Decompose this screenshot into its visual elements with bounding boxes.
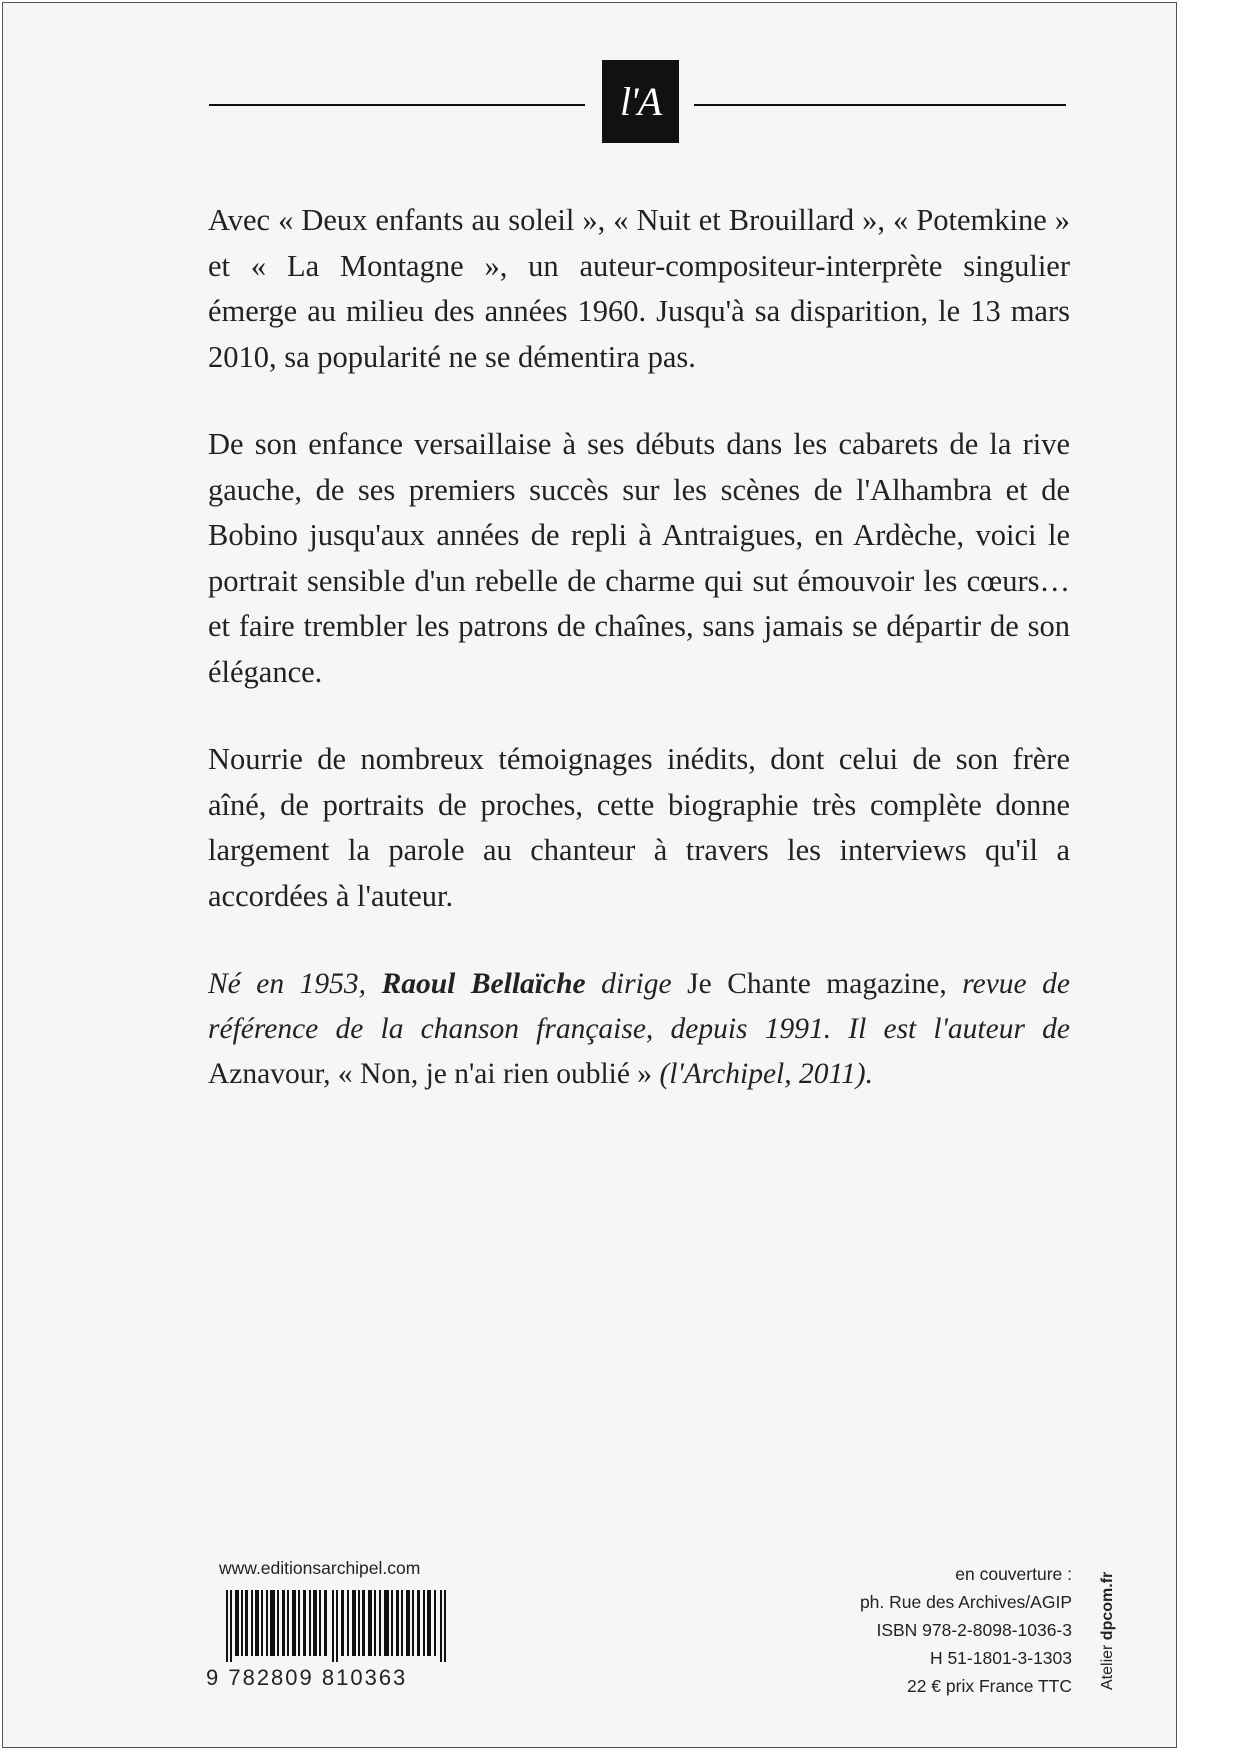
publisher-website: www.editionsarchipel.com <box>219 1558 421 1578</box>
bio-text: Né en 1953, <box>208 968 367 1000</box>
blurb-paragraph-1: Avec « Deux enfants au soleil », « Nuit et Brouillard », « Potemkine » et « La Montagne », un auteur-compositeur-interprète singulier émerge au milieu des années 1960. Jusqu'à sa disparition, le 13 mars 2010, sa popularité ne se démentira pas. <box>208 203 1070 374</box>
price: 22 € prix France TTC <box>906 1676 1072 1696</box>
bio-text: (l'Archipel, 2011). <box>659 1058 874 1090</box>
magazine-title: Je Chante magazine, <box>687 968 947 1000</box>
blurb <box>208 198 1070 961</box>
header-rule-left <box>209 104 585 106</box>
bio-text: dirige <box>601 968 672 1000</box>
blurb-paragraph-2: De son enfance versaillaise à ses débuts dans les cabarets de la rive gauche, de ses premiers succès sur les scènes de l'Alhambra et de Bobino jusqu'aux années de repli à Antraigues, en Ardèche, voici le portrait sensible d'un rebelle de charme qui sut émouvoir les cœurs… et faire trembler les patrons de chaînes, sans jamais se départir de son élégance. <box>208 427 1070 689</box>
credits-label: en couverture : <box>955 1564 1072 1584</box>
blurb-paragraph-3: Nourrie de nombreux témoignages inédits, dont celui de son frère aîné, de portraits de proches, cette biographie très complète donne largement la parole au chanteur à travers les interviews qu'il a accordées à l'auteur. <box>208 742 1070 913</box>
bio-text: revue de référence de la chanson française, depuis 1991. Il est l'auteur de <box>208 968 1071 1045</box>
photo-credit: ph. Rue des Archives/AGIP <box>859 1592 1072 1612</box>
header-rule-right <box>694 104 1066 106</box>
barcode <box>226 1590 448 1662</box>
design-studio-credit: Atelier dpcom.fr <box>1099 1571 1116 1690</box>
publisher-logo: l'A <box>602 60 679 143</box>
barcode-number: 9 782809 810363 <box>206 1665 408 1690</box>
cover-credits <box>860 1560 1072 1700</box>
author-name: Raoul Bellaïche <box>381 968 586 1000</box>
isbn: ISBN 978-2-8098-1036-3 <box>876 1620 1072 1640</box>
author-bio <box>208 962 1070 1097</box>
previous-book-title: Aznavour, « Non, je n'ai rien oublié » <box>208 1058 653 1090</box>
product-code: H 51-1801-3-1303 <box>929 1648 1072 1668</box>
